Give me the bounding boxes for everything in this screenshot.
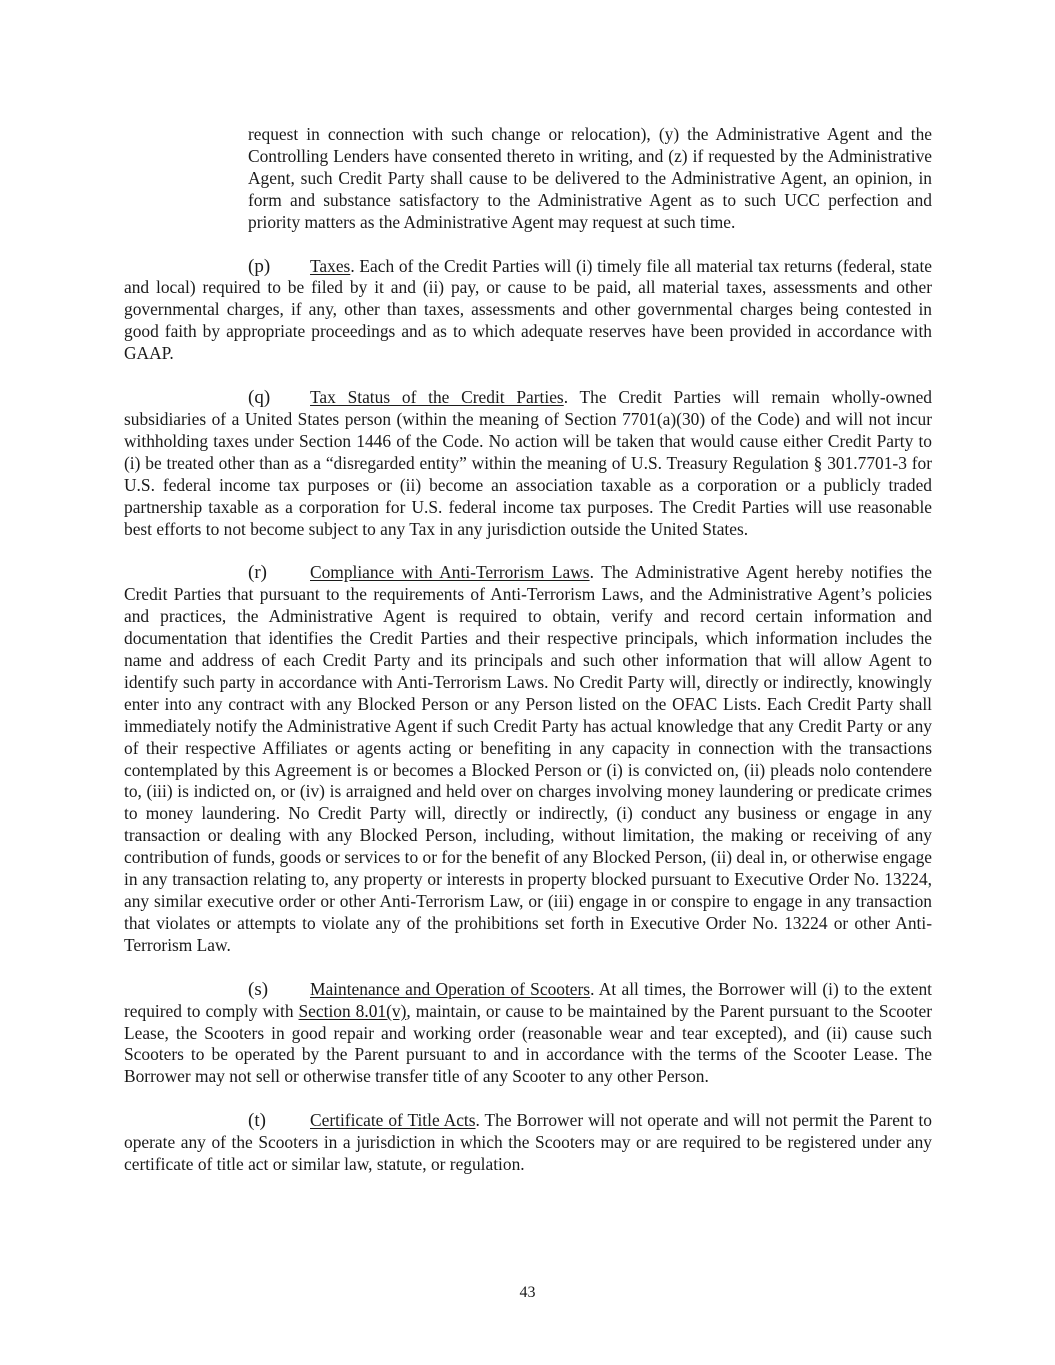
section-q xyxy=(124,387,932,540)
section-heading: Tax Status of the Credit Parties xyxy=(310,387,564,408)
section-heading: Compliance with Anti-Terrorism Laws xyxy=(310,562,590,583)
section-label: (s) xyxy=(248,978,269,1000)
page-number: 43 xyxy=(519,1284,536,1301)
section-body: . The Credit Parties will remain wholly-owned subsidiaries of a United States person (within the meaning of Section 7701(a)(30) of the Code) and will not incur withholding taxes under Section 1446 of the Code. No action will be taken that would cause either Credit Party to (i) be treated other than as a “disregarded entity” within the meaning of U.S. Treasury Regulation § 301.7701-3 for U.S. federal income tax purposes or (ii) become an association taxable as a corporation or a publicly traded partnership taxable as a corporation for U.S. federal income tax purposes. The Credit Parties will use reasonable best efforts to not become subject to any Tax in any jurisdiction outside the United States. xyxy=(124,387,932,539)
section-t xyxy=(124,1110,932,1176)
section-r xyxy=(124,562,932,956)
section-body: . At all times, the Borrower will (i) to the extent required to comply with xyxy=(124,978,932,1021)
section-label: (t) xyxy=(248,1110,266,1132)
section-body: . The Borrower will not operate and will not permit the Parent to operate any of the Scooters in a jurisdiction in which the Scooters may or are required to be registered under any certificate of title act or similar law, statute, or regulation. xyxy=(124,1110,932,1175)
section-heading: Maintenance and Operation of Scooters xyxy=(310,978,591,999)
section-s xyxy=(124,979,932,1089)
section-label: (p) xyxy=(248,255,271,277)
section-cross-reference: Section 8.01(v) xyxy=(298,1000,407,1021)
section-heading: Certificate of Title Acts xyxy=(310,1110,476,1131)
section-heading: Taxes xyxy=(310,255,351,276)
document-page xyxy=(124,124,932,1198)
section-body: , maintain, or cause to be maintained by the Parent pursuant to the Scooter Lease, the Scooters in good repair and working order (reasonable wear and tear excepted), and (ii) cause such Scooters to be operated by the Parent pursuant to and in accordance with the terms of the Scooter Lease. The Borrower may not sell or otherwise transfer title of any Scooter to any other Person. xyxy=(124,1000,932,1087)
section-body: . Each of the Credit Parties will (i) timely file all material tax returns (federal, state and local) required to be filed by it and (ii) pay, or cause to be paid, all material taxes, assessments and other governmental charges, if any, other than taxes, assessments and other governmental charges being contested in good faith by appropriate proceedings and as to which adequate reserves have been provided in accordance with GAAP. xyxy=(124,255,932,364)
section-p xyxy=(124,256,932,366)
continued-paragraph: request in connection with such change or relocation), (y) the Administrative Agent and the Controlling Lenders have consented thereto in writing, and (z) if requested by the Administrative Agent, such Credit Party shall cause to be delivered to the Administrative Agent, an opinion, in form and substance satisfactory to the Administrative Agent as to such UCC perfection and priority matters as the Administrative Agent may request at such time. xyxy=(248,124,932,232)
section-label: (r) xyxy=(248,562,267,584)
section-label: (q) xyxy=(248,387,271,409)
section-body: . The Administrative Agent hereby notifies the Credit Parties that pursuant to the requirements of Anti-Terrorism Laws, and the Administrative Agent’s policies and practices, the Administrative Agent is required to obtain, verify and record certain information and documentation that identifies the Credit Parties and their respective principals, which information includes the name and address of each Credit Party and its principals and such other information that will allow Agent to identify such party in accordance with Anti-Terrorism Laws. No Credit Party will, directly or indirectly, knowingly enter into any contract with any Blocked Person or any Person listed on the OFAC Lists. Each Credit Party shall immediately notify the Administrative Agent if such Credit Party has actual knowledge that any Credit Party or any of their respective Affiliates or agents acting or benefiting in any capacity in connection with the transactions contemplated by this Agreement is or becomes a Blocked Person or (i) is convicted on, (ii) pleads nolo contendere to, (iii) is indicted on, or (iv) is arraigned and held over on charges involving money laundering or predicate crimes to money laundering. No Credit Party will, directly or indirectly, (i) conduct any business or engage in any transaction or dealing with any Blocked Person, including, without limitation, the making or receiving of any contribution of funds, goods or services to or for the benefit of any Blocked Person, (ii) deal in, or otherwise engage in any transaction relating to, any property or interests in property blocked pursuant to Executive Order No. 13224, any similar executive order or other Anti-Terrorism Law, or (iii) engage in or conspire to engage in any transaction that violates or attempts to violate any of the prohibitions set forth in Executive Order No. 13224 or other Anti-Terrorism Law. xyxy=(124,562,932,955)
